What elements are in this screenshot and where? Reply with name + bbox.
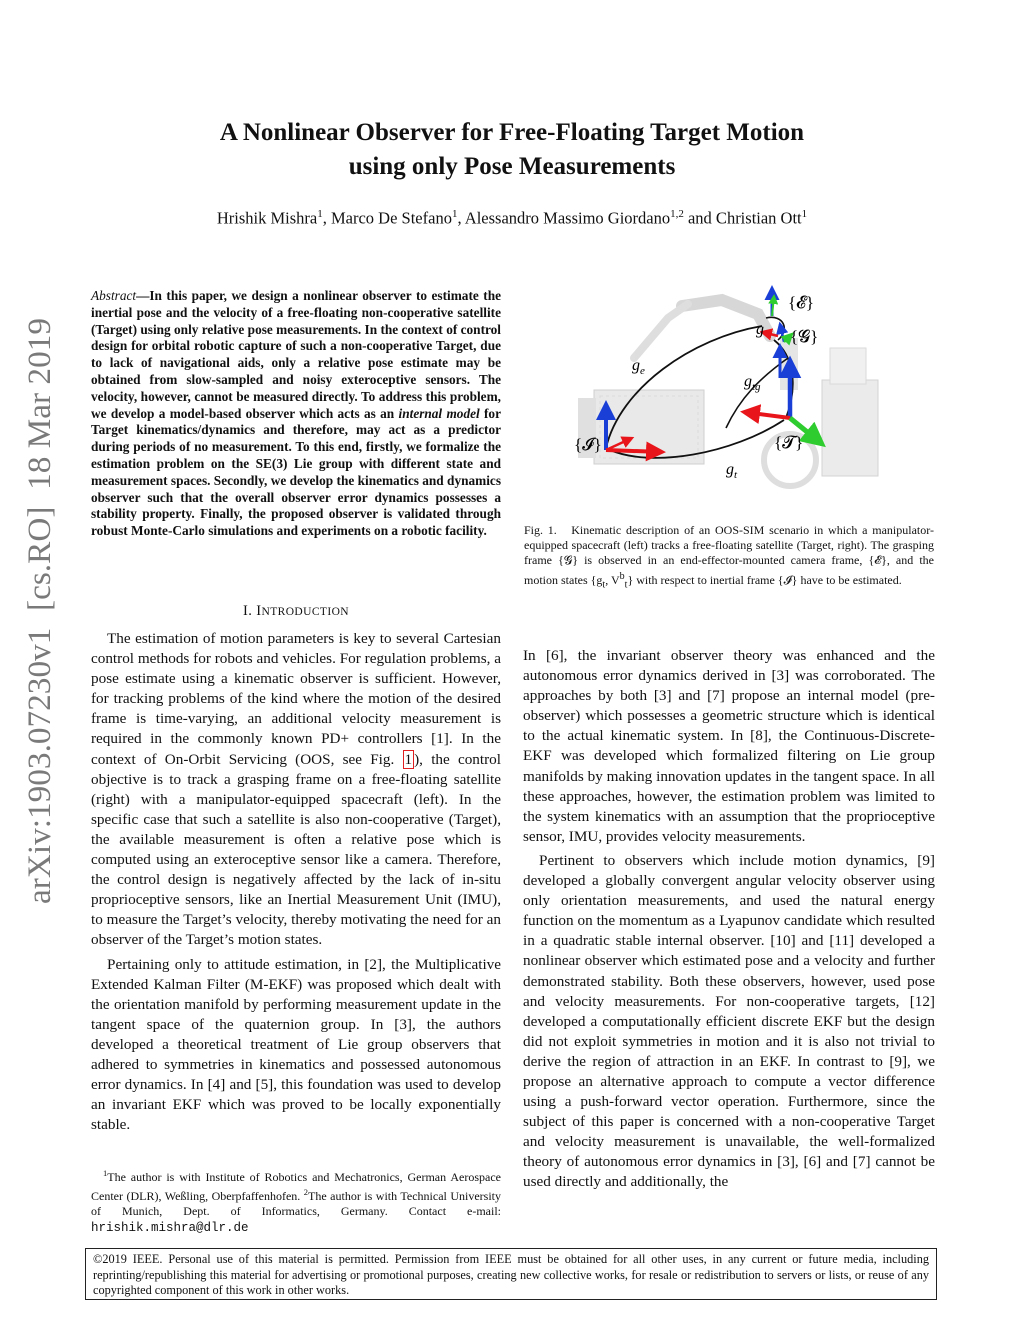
arxiv-stamp <box>14 312 62 908</box>
label-frame-t: {𝓣} <box>774 433 804 452</box>
author-list <box>0 208 1024 229</box>
abstract-text-2: for Target kinematics/dynamics and therefore, may act as a predictor during periods of no measurement. To this end, firstly, we formalize the estimation problem on the SE(3) Lie group with different state and measurement spaces. Secondly, we develop the kinematics and dynamics observer such that the overall observer error dynamics possesses a stability property. Finally, the proposed observer is validated through robust Monte-Carlo simulations and experiments on a robotic facility. <box>91 405 501 539</box>
author-3: , Alessandro Massimo Giordano <box>457 208 671 228</box>
abstract-dash: — <box>136 288 150 303</box>
author-2-affil: 1 <box>451 208 458 220</box>
label-frame-e: {𝓔} <box>788 293 815 312</box>
footnote-text-2: The author is with Technical University of Munich, Dept. of Informatics, Germany. Contact e-mail: <box>91 1189 501 1219</box>
abstract-text-1: In this paper, we design a nonlinear observer to estimate the inertial pose and the velocity of a free-floating non-cooperative satellite (Target) using only relative pose measurements. In the context of control design for orbital robotic capture of such a non-cooperative Target, due to lack of navigational aids, only a relative pose estimate may be obtained from slow-sampled and noisy exteroceptive sensors. The velocity, however, cannot be measured directly. To address this problem, we develop a model-based observer which acts as an <box>91 288 501 421</box>
title-line-1: A Nonlinear Observer for Free-Floating Target Motion <box>219 119 805 146</box>
caption-text-3: } with respect to inertial frame {𝓘} have to be estimated. <box>627 572 902 587</box>
right-column-body <box>523 646 935 1193</box>
label-gtg: $g_{tg}$ <box>744 373 761 393</box>
right-paragraph-1: In [6], the invariant observer theory was enhanced and the autonomous error dynamics derived in [3] was corroborated. The approaches by both [3] and [7] propose an internal model (pre-observer) which possesses a geometric structure which is identical to the actual kinematic system. In [8], the Continuous-Discrete-EKF was developed which formalized filtering on Lie group manifolds by making innovation updates in the tangent space. In all these approaches, however, the estimation problem was limited to the system kinematics with an assumption that the proprioceptive sensor, IMU, provides velocity measurements. <box>523 647 935 845</box>
footnote-mark-1: 1 <box>103 1168 108 1178</box>
author-1-affil: 1 <box>317 208 323 220</box>
paper-title <box>0 116 1024 184</box>
figure-1 <box>522 278 932 510</box>
arxiv-stamp-text: arXiv:1903.07230v1 [cs.RO] 18 Mar 2019 <box>22 331 58 904</box>
author-3-affil: 1,2 <box>670 208 684 220</box>
label-gt: $g_t$ <box>726 461 738 481</box>
caption-label: Fig. 1. <box>524 523 557 537</box>
label-frame-g: {𝓖} <box>790 327 819 346</box>
caption-sub-2: t <box>624 579 628 590</box>
author-2: , Marco De Stefano <box>322 208 452 228</box>
frame-t-x-axis <box>744 412 790 418</box>
intro-paragraph-2: Pertaining only to attitude estimation, in [2], the Multiplicative Extended Kalman Filter (M-EKF) was proposed which dealt with the orientation manifold by performing measurement update in the tangent space of the quaternion group. In [3], the authors developed a theoretical treatment of Lie group observers that adhered to symmetries in kinematics and possessed autonomous error dynamics. In [4] and [5], this foundation was used to develop an invariant EKF which was proved to be locally exponentially stable. <box>91 955 501 1134</box>
caption-sub-1: t <box>602 579 606 590</box>
abstract-label: Abstract <box>91 288 137 303</box>
contact-email[interactable]: hrishik.mishra@dlr.de <box>91 1220 249 1235</box>
label-g: g <box>756 321 764 338</box>
intro-paragraph-1 <box>91 629 501 951</box>
figure-1-diagram <box>522 278 932 510</box>
author-4: and Christian Ott <box>683 208 802 228</box>
footnote-text-1: The author is with Institute of Robotics and Mechatronics, German Aerospace Center (DLR), Weßling, Oberpfaffenhofen. <box>91 1170 501 1204</box>
section-initial: I <box>256 603 262 619</box>
author-1: Hrishik Mishra <box>216 208 318 228</box>
caption-text-2: , V <box>605 572 620 587</box>
intro-p1-text-b: ), the control objective is to track a grasping frame on a free-floating satellite (right) with a manipulator-equipped spacecraft (left). In the specific case that such a satellite is also non-cooperative (Target), the available measurement is often a relative pose which is computed using an exteroceptive sensor like a camera. Therefore, the control design is negatively affected by the lack of in-situ proprioceptive sensors, like an Inertial Measurement Unit (IMU), to measure the Target’s velocity, thereby motivating the need for an observer of the Target’s motion states. <box>91 750 501 949</box>
frame-i-x-axis <box>606 450 662 452</box>
footnote-mark-2: 2 <box>303 1187 309 1198</box>
figure-caption <box>524 523 934 592</box>
title-line-2: using only Pose Measurements <box>348 153 676 180</box>
right-paragraph-2: Pertinent to observers which include motion dynamics, [9] developed a globally convergent angular velocity observer using only orientation measurements, and used the natural energy function on the momentum as a Lyapunov candidate which resulted in a quadratic stable internal observer. [10] and [11] developed a nonlinear observer which estimated pose and a velocity and further demonstrated stability. Both these observers, however, used pose and velocity measurements. For non-cooperative targets, [12] developed a computationally efficient discrete EKF but the design did not exploit symmetries in motion and it is also not trivial to derive the region of attraction in an EKF. In contrast to [9], we propose an alternative approach to compute a vector difference using a push-forward vector operation. Furthermore, since the subject of this paper is concerned with a non-cooperative Target and velocity measurement is unavailable, the well-formalized theory of autonomous error dynamics in [3], [6] and [7] cannot be used directly and additionally, the <box>523 851 935 1191</box>
left-column-body <box>91 629 501 1135</box>
scene-background <box>578 300 878 486</box>
caption-sup-2: b <box>619 570 625 582</box>
abstract-italic: internal model <box>398 405 480 421</box>
section-number: I. <box>243 603 257 619</box>
copyright-notice: ©2019 IEEE. Personal use of this material is permitted. Permission from IEEE must be obtained for all other uses, in any current or future media, including reprinting/republishing this material for advertising or promotional purposes, creating new collective works, for resale or redistribution to servers or lists, or reuse of any copyrighted component of this work in other works. <box>85 1248 937 1300</box>
footnote <box>91 1166 501 1236</box>
section-title-rest: NTRODUCTION <box>261 606 349 618</box>
author-4-affil: 1 <box>801 208 808 220</box>
intro-p1-text-a: The estimation of motion parameters is key to several Cartesian control methods for robots and vehicles. For regulation problems, a pose estimate using a kinematic observer is sufficient. However, for tracking problems of the kind where the motion of the desired frame is time-varying, an additional velocity measurement is required in the commonly known PD+ controllers [1]. In the context of On-Orbit Servicing (OOS, see Fig. <box>91 630 501 768</box>
abstract <box>91 288 501 540</box>
label-frame-i: {𝓘} <box>574 435 602 454</box>
label-ge: $g_e$ <box>632 357 645 377</box>
section-heading-introduction <box>91 603 501 620</box>
caption-text-1: Kinematic description of an OOS-SIM scenario in which a manipulator-equipped spacecraft (left) tracks a free-floating satellite (Target, right). The grasping frame {𝓖} is observed in an end-effector-mounted camera frame, {𝓔}, and the motion states {g <box>524 523 935 587</box>
figure-reference-link[interactable]: 1 <box>404 750 413 768</box>
